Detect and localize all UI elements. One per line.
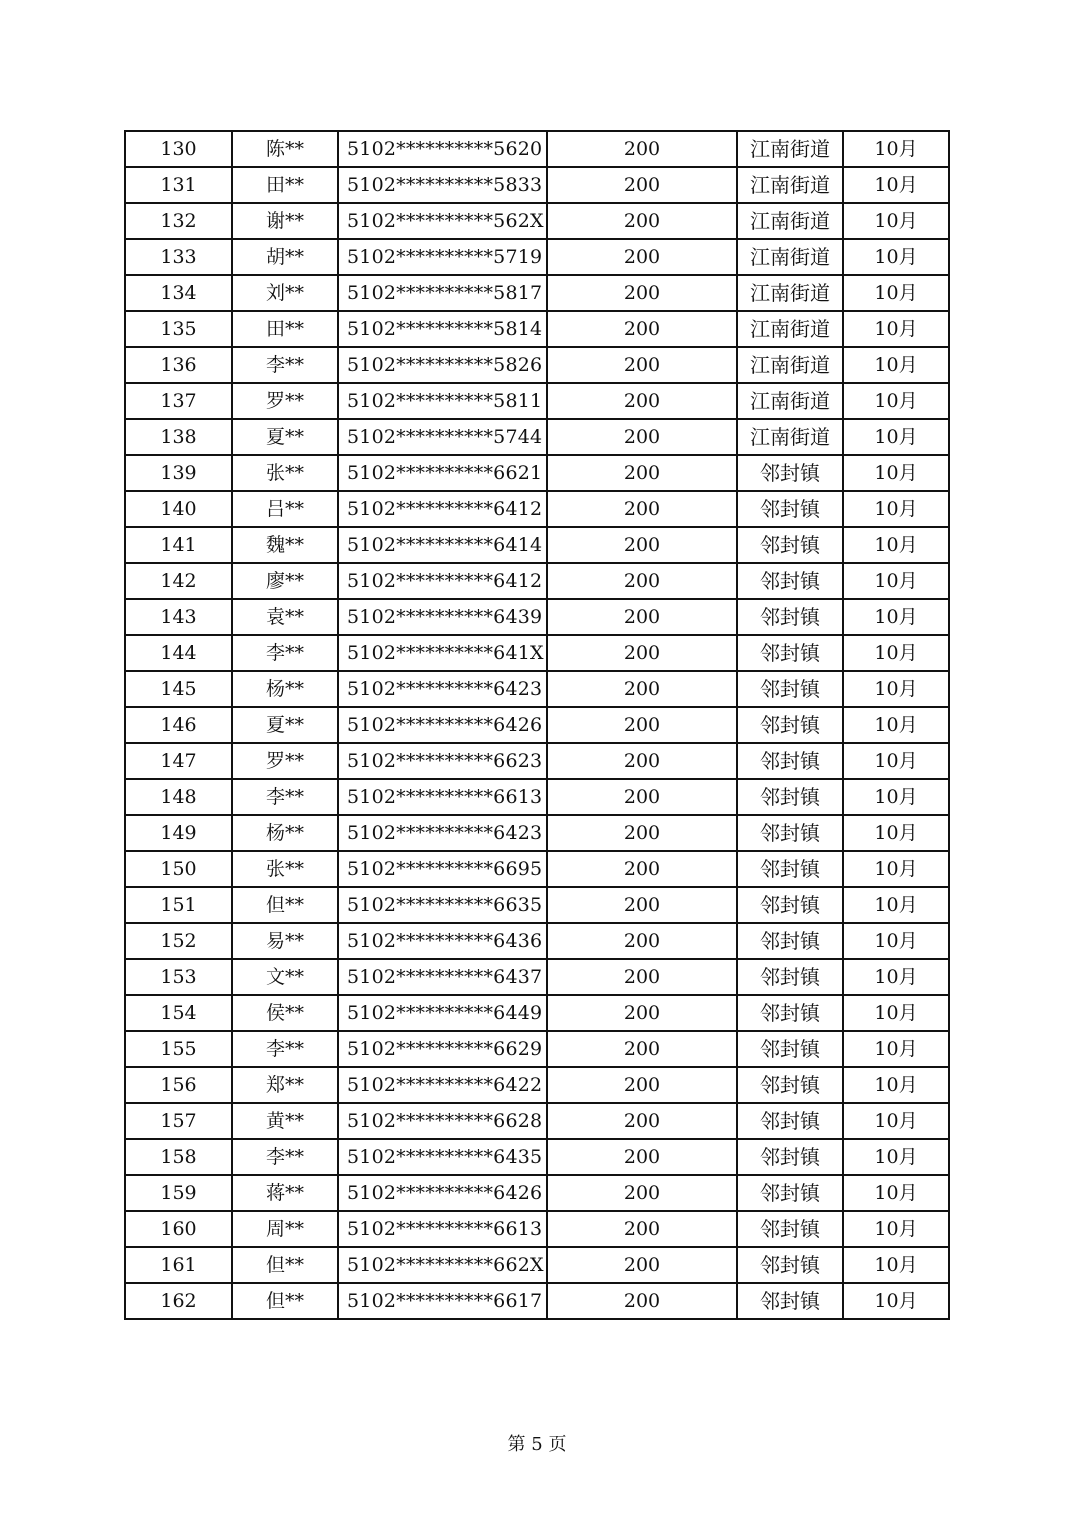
cell-month: 10月 bbox=[843, 1175, 949, 1211]
cell-amount: 200 bbox=[547, 743, 737, 779]
cell-name: 杨** bbox=[232, 671, 338, 707]
cell-id-number: 5102**********6412 bbox=[338, 491, 547, 527]
cell-area: 邻封镇 bbox=[737, 1139, 843, 1175]
cell-amount: 200 bbox=[547, 959, 737, 995]
cell-month: 10月 bbox=[843, 959, 949, 995]
roster-table bbox=[124, 130, 950, 1320]
cell-index: 151 bbox=[125, 887, 232, 923]
table-row bbox=[125, 1031, 949, 1067]
cell-amount: 200 bbox=[547, 203, 737, 239]
cell-id-number: 5102**********5826 bbox=[338, 347, 547, 383]
cell-area: 邻封镇 bbox=[737, 707, 843, 743]
cell-area: 邻封镇 bbox=[737, 1103, 843, 1139]
cell-month: 10月 bbox=[843, 1103, 949, 1139]
cell-area: 邻封镇 bbox=[737, 815, 843, 851]
cell-area: 江南街道 bbox=[737, 131, 843, 167]
cell-month: 10月 bbox=[843, 1247, 949, 1283]
cell-month: 10月 bbox=[843, 815, 949, 851]
cell-index: 134 bbox=[125, 275, 232, 311]
table-row bbox=[125, 203, 949, 239]
cell-id-number: 5102**********5744 bbox=[338, 419, 547, 455]
cell-area: 邻封镇 bbox=[737, 599, 843, 635]
table-row bbox=[125, 1175, 949, 1211]
cell-amount: 200 bbox=[547, 563, 737, 599]
cell-name: 田** bbox=[232, 167, 338, 203]
cell-index: 160 bbox=[125, 1211, 232, 1247]
cell-area: 邻封镇 bbox=[737, 527, 843, 563]
cell-id-number: 5102**********6695 bbox=[338, 851, 547, 887]
cell-name: 胡** bbox=[232, 239, 338, 275]
cell-name: 文** bbox=[232, 959, 338, 995]
cell-area: 江南街道 bbox=[737, 347, 843, 383]
cell-month: 10月 bbox=[843, 203, 949, 239]
cell-amount: 200 bbox=[547, 383, 737, 419]
cell-index: 146 bbox=[125, 707, 232, 743]
cell-amount: 200 bbox=[547, 887, 737, 923]
table-row bbox=[125, 1139, 949, 1175]
cell-area: 邻封镇 bbox=[737, 959, 843, 995]
cell-id-number: 5102**********6437 bbox=[338, 959, 547, 995]
cell-id-number: 5102**********6613 bbox=[338, 779, 547, 815]
cell-id-number: 5102**********6436 bbox=[338, 923, 547, 959]
table-row bbox=[125, 1247, 949, 1283]
cell-amount: 200 bbox=[547, 635, 737, 671]
cell-month: 10月 bbox=[843, 671, 949, 707]
cell-index: 154 bbox=[125, 995, 232, 1031]
cell-index: 143 bbox=[125, 599, 232, 635]
cell-amount: 200 bbox=[547, 1283, 737, 1319]
table-row bbox=[125, 347, 949, 383]
cell-amount: 200 bbox=[547, 491, 737, 527]
cell-id-number: 5102**********6628 bbox=[338, 1103, 547, 1139]
cell-month: 10月 bbox=[843, 563, 949, 599]
cell-name: 罗** bbox=[232, 743, 338, 779]
cell-name: 蒋** bbox=[232, 1175, 338, 1211]
cell-index: 133 bbox=[125, 239, 232, 275]
cell-id-number: 5102**********6635 bbox=[338, 887, 547, 923]
cell-id-number: 5102**********5817 bbox=[338, 275, 547, 311]
cell-amount: 200 bbox=[547, 239, 737, 275]
cell-id-number: 5102**********6414 bbox=[338, 527, 547, 563]
cell-id-number: 5102**********6613 bbox=[338, 1211, 547, 1247]
cell-amount: 200 bbox=[547, 815, 737, 851]
cell-id-number: 5102**********6621 bbox=[338, 455, 547, 491]
cell-index: 147 bbox=[125, 743, 232, 779]
cell-id-number: 5102**********6423 bbox=[338, 671, 547, 707]
cell-month: 10月 bbox=[843, 1211, 949, 1247]
cell-id-number: 5102**********6426 bbox=[338, 707, 547, 743]
cell-amount: 200 bbox=[547, 779, 737, 815]
cell-area: 江南街道 bbox=[737, 383, 843, 419]
cell-id-number: 5102**********641X bbox=[338, 635, 547, 671]
cell-name: 李** bbox=[232, 779, 338, 815]
cell-name: 魏** bbox=[232, 527, 338, 563]
cell-name: 张** bbox=[232, 851, 338, 887]
cell-month: 10月 bbox=[843, 383, 949, 419]
cell-month: 10月 bbox=[843, 1067, 949, 1103]
cell-month: 10月 bbox=[843, 707, 949, 743]
table-row bbox=[125, 851, 949, 887]
cell-name: 罗** bbox=[232, 383, 338, 419]
cell-month: 10月 bbox=[843, 851, 949, 887]
cell-index: 152 bbox=[125, 923, 232, 959]
table-row bbox=[125, 1211, 949, 1247]
table-row bbox=[125, 635, 949, 671]
cell-id-number: 5102**********5719 bbox=[338, 239, 547, 275]
cell-name: 陈** bbox=[232, 131, 338, 167]
cell-name: 田** bbox=[232, 311, 338, 347]
table-row bbox=[125, 707, 949, 743]
cell-amount: 200 bbox=[547, 1103, 737, 1139]
cell-index: 162 bbox=[125, 1283, 232, 1319]
table-row bbox=[125, 527, 949, 563]
table-row bbox=[125, 383, 949, 419]
table-row bbox=[125, 743, 949, 779]
cell-index: 135 bbox=[125, 311, 232, 347]
cell-name: 李** bbox=[232, 1031, 338, 1067]
cell-id-number: 5102**********6623 bbox=[338, 743, 547, 779]
table-row bbox=[125, 671, 949, 707]
cell-id-number: 5102**********6449 bbox=[338, 995, 547, 1031]
cell-name: 廖** bbox=[232, 563, 338, 599]
cell-area: 邻封镇 bbox=[737, 635, 843, 671]
cell-name: 黄** bbox=[232, 1103, 338, 1139]
cell-month: 10月 bbox=[843, 275, 949, 311]
table-row bbox=[125, 959, 949, 995]
cell-month: 10月 bbox=[843, 167, 949, 203]
cell-month: 10月 bbox=[843, 923, 949, 959]
cell-name: 李** bbox=[232, 635, 338, 671]
table-row bbox=[125, 275, 949, 311]
cell-area: 邻封镇 bbox=[737, 1031, 843, 1067]
cell-amount: 200 bbox=[547, 347, 737, 383]
cell-index: 150 bbox=[125, 851, 232, 887]
table-row bbox=[125, 1283, 949, 1319]
cell-area: 邻封镇 bbox=[737, 563, 843, 599]
cell-index: 141 bbox=[125, 527, 232, 563]
cell-index: 130 bbox=[125, 131, 232, 167]
cell-amount: 200 bbox=[547, 527, 737, 563]
cell-index: 136 bbox=[125, 347, 232, 383]
cell-index: 148 bbox=[125, 779, 232, 815]
table-row bbox=[125, 239, 949, 275]
cell-amount: 200 bbox=[547, 851, 737, 887]
cell-area: 邻封镇 bbox=[737, 671, 843, 707]
cell-area: 江南街道 bbox=[737, 311, 843, 347]
table-row bbox=[125, 1067, 949, 1103]
table-row bbox=[125, 923, 949, 959]
cell-area: 邻封镇 bbox=[737, 779, 843, 815]
cell-amount: 200 bbox=[547, 1031, 737, 1067]
cell-index: 140 bbox=[125, 491, 232, 527]
cell-id-number: 5102**********6422 bbox=[338, 1067, 547, 1103]
cell-amount: 200 bbox=[547, 419, 737, 455]
cell-index: 139 bbox=[125, 455, 232, 491]
table-row bbox=[125, 167, 949, 203]
cell-month: 10月 bbox=[843, 455, 949, 491]
cell-index: 132 bbox=[125, 203, 232, 239]
cell-area: 邻封镇 bbox=[737, 491, 843, 527]
cell-id-number: 5102**********6412 bbox=[338, 563, 547, 599]
cell-id-number: 5102**********662X bbox=[338, 1247, 547, 1283]
cell-month: 10月 bbox=[843, 311, 949, 347]
cell-id-number: 5102**********6423 bbox=[338, 815, 547, 851]
cell-index: 145 bbox=[125, 671, 232, 707]
cell-id-number: 5102**********6617 bbox=[338, 1283, 547, 1319]
cell-index: 155 bbox=[125, 1031, 232, 1067]
cell-month: 10月 bbox=[843, 239, 949, 275]
cell-id-number: 5102**********5833 bbox=[338, 167, 547, 203]
cell-index: 157 bbox=[125, 1103, 232, 1139]
cell-area: 江南街道 bbox=[737, 203, 843, 239]
cell-amount: 200 bbox=[547, 707, 737, 743]
cell-id-number: 5102**********5620 bbox=[338, 131, 547, 167]
cell-id-number: 5102**********562X bbox=[338, 203, 547, 239]
cell-month: 10月 bbox=[843, 347, 949, 383]
cell-index: 158 bbox=[125, 1139, 232, 1175]
cell-amount: 200 bbox=[547, 1139, 737, 1175]
cell-month: 10月 bbox=[843, 1283, 949, 1319]
cell-area: 江南街道 bbox=[737, 167, 843, 203]
cell-name: 李** bbox=[232, 1139, 338, 1175]
cell-id-number: 5102**********6629 bbox=[338, 1031, 547, 1067]
cell-name: 袁** bbox=[232, 599, 338, 635]
cell-name: 夏** bbox=[232, 419, 338, 455]
cell-name: 谢** bbox=[232, 203, 338, 239]
table-row bbox=[125, 599, 949, 635]
cell-index: 156 bbox=[125, 1067, 232, 1103]
cell-index: 138 bbox=[125, 419, 232, 455]
cell-name: 郑** bbox=[232, 1067, 338, 1103]
table-row bbox=[125, 419, 949, 455]
cell-index: 153 bbox=[125, 959, 232, 995]
cell-area: 邻封镇 bbox=[737, 995, 843, 1031]
cell-area: 邻封镇 bbox=[737, 743, 843, 779]
cell-area: 江南街道 bbox=[737, 275, 843, 311]
cell-index: 161 bbox=[125, 1247, 232, 1283]
cell-month: 10月 bbox=[843, 995, 949, 1031]
cell-area: 江南街道 bbox=[737, 419, 843, 455]
cell-name: 但** bbox=[232, 1283, 338, 1319]
cell-area: 邻封镇 bbox=[737, 1283, 843, 1319]
cell-month: 10月 bbox=[843, 419, 949, 455]
cell-month: 10月 bbox=[843, 1031, 949, 1067]
cell-area: 邻封镇 bbox=[737, 1211, 843, 1247]
cell-index: 137 bbox=[125, 383, 232, 419]
cell-area: 邻封镇 bbox=[737, 1175, 843, 1211]
cell-index: 131 bbox=[125, 167, 232, 203]
cell-name: 周** bbox=[232, 1211, 338, 1247]
cell-amount: 200 bbox=[547, 131, 737, 167]
page-number: 第 5 页 bbox=[507, 1434, 567, 1455]
cell-month: 10月 bbox=[843, 779, 949, 815]
table-row bbox=[125, 491, 949, 527]
table-row bbox=[125, 563, 949, 599]
cell-amount: 200 bbox=[547, 275, 737, 311]
table-row bbox=[125, 455, 949, 491]
cell-index: 149 bbox=[125, 815, 232, 851]
cell-month: 10月 bbox=[843, 131, 949, 167]
table-row bbox=[125, 995, 949, 1031]
cell-area: 邻封镇 bbox=[737, 1247, 843, 1283]
cell-id-number: 5102**********5814 bbox=[338, 311, 547, 347]
cell-id-number: 5102**********6426 bbox=[338, 1175, 547, 1211]
cell-name: 吕** bbox=[232, 491, 338, 527]
cell-area: 江南街道 bbox=[737, 239, 843, 275]
cell-month: 10月 bbox=[843, 527, 949, 563]
cell-month: 10月 bbox=[843, 1139, 949, 1175]
cell-area: 邻封镇 bbox=[737, 923, 843, 959]
cell-amount: 200 bbox=[547, 1247, 737, 1283]
cell-area: 邻封镇 bbox=[737, 887, 843, 923]
cell-index: 159 bbox=[125, 1175, 232, 1211]
cell-name: 夏** bbox=[232, 707, 338, 743]
cell-name: 侯** bbox=[232, 995, 338, 1031]
table-row bbox=[125, 779, 949, 815]
cell-index: 142 bbox=[125, 563, 232, 599]
roster-table-body bbox=[125, 131, 949, 1319]
cell-id-number: 5102**********6435 bbox=[338, 1139, 547, 1175]
table-row bbox=[125, 1103, 949, 1139]
cell-area: 邻封镇 bbox=[737, 455, 843, 491]
cell-amount: 200 bbox=[547, 311, 737, 347]
cell-amount: 200 bbox=[547, 455, 737, 491]
table-row bbox=[125, 887, 949, 923]
cell-amount: 200 bbox=[547, 995, 737, 1031]
cell-month: 10月 bbox=[843, 743, 949, 779]
cell-month: 10月 bbox=[843, 491, 949, 527]
roster-table-container bbox=[124, 130, 950, 1320]
table-row bbox=[125, 311, 949, 347]
cell-name: 李** bbox=[232, 347, 338, 383]
cell-id-number: 5102**********6439 bbox=[338, 599, 547, 635]
cell-month: 10月 bbox=[843, 887, 949, 923]
cell-area: 邻封镇 bbox=[737, 851, 843, 887]
table-row bbox=[125, 131, 949, 167]
cell-name: 但** bbox=[232, 1247, 338, 1283]
cell-amount: 200 bbox=[547, 923, 737, 959]
cell-index: 144 bbox=[125, 635, 232, 671]
cell-name: 杨** bbox=[232, 815, 338, 851]
cell-amount: 200 bbox=[547, 1211, 737, 1247]
cell-amount: 200 bbox=[547, 599, 737, 635]
cell-amount: 200 bbox=[547, 1067, 737, 1103]
cell-name: 张** bbox=[232, 455, 338, 491]
cell-amount: 200 bbox=[547, 167, 737, 203]
cell-area: 邻封镇 bbox=[737, 1067, 843, 1103]
table-row bbox=[125, 815, 949, 851]
cell-name: 易** bbox=[232, 923, 338, 959]
cell-name: 刘** bbox=[232, 275, 338, 311]
cell-amount: 200 bbox=[547, 671, 737, 707]
cell-name: 但** bbox=[232, 887, 338, 923]
cell-amount: 200 bbox=[547, 1175, 737, 1211]
cell-id-number: 5102**********5811 bbox=[338, 383, 547, 419]
cell-month: 10月 bbox=[843, 635, 949, 671]
cell-month: 10月 bbox=[843, 599, 949, 635]
